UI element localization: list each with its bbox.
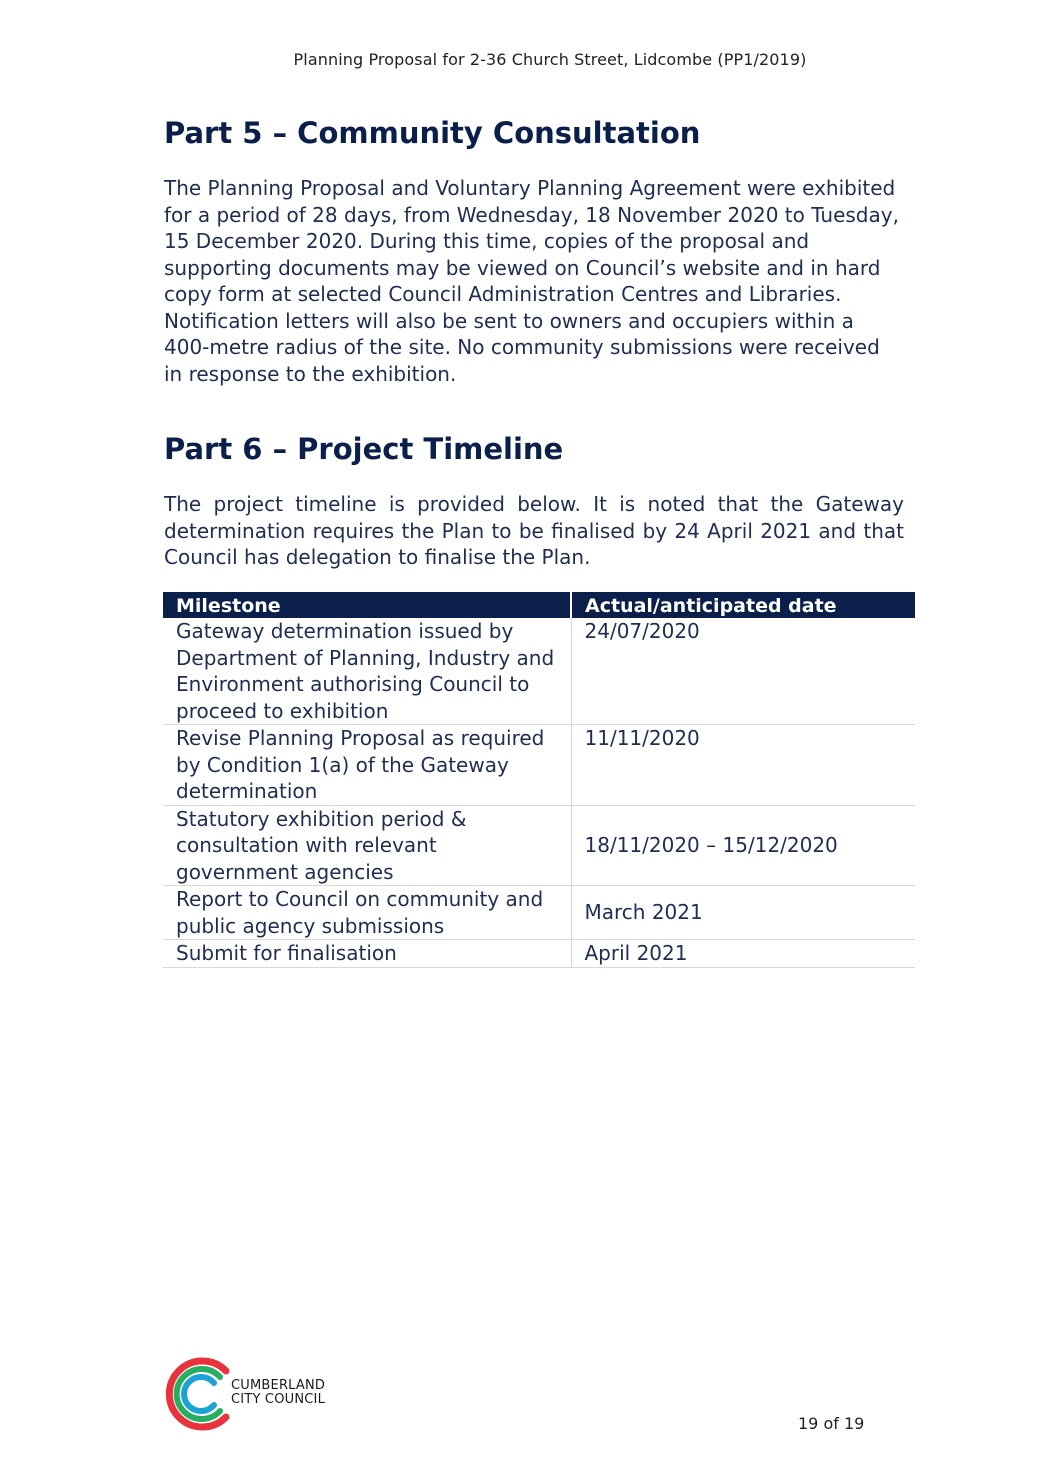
date-cell: 24/07/2020 [571,618,915,725]
cumberland-c-icon [162,1354,232,1434]
cumberland-logo [162,1354,362,1434]
table-row [163,618,915,725]
date-cell: 18/11/2020 – 15/12/2020 [571,805,915,886]
page-number: 19 of 19 [798,1414,865,1433]
logo-line-1: CUMBERLAND [231,1378,326,1393]
logo-text [231,1379,325,1407]
column-header-milestone: Milestone [163,592,571,618]
part5-heading: Part 5 – Community Consultation [164,116,701,150]
date-cell: March 2021 [571,886,915,940]
table-row [163,886,915,940]
running-header: Planning Proposal for 2-36 Church Street, Lidcombe (PP1/2019) [293,50,807,69]
milestone-cell: Report to Council on community and public agency submissions [163,886,571,940]
table-row [163,805,915,886]
milestone-cell: Statutory exhibition period & consultation with relevant government agencies [163,805,571,886]
part6-heading: Part 6 – Project Timeline [164,432,564,466]
milestone-cell: Submit for finalisation [163,940,571,968]
table-row [163,940,915,968]
date-cell: April 2021 [571,940,915,968]
milestone-cell: Gateway determination issued by Department of Planning, Industry and Environment authorising Council to proceed to exhibition [163,618,571,725]
timeline-paragraph: The project timeline is provided below. It is noted that the Gateway determination requires the Plan to be finalised by 24 April 2021 and that Council has delegation to finalise the Plan. [164,492,904,569]
timeline-table [163,592,915,968]
logo-line-2: CITY COUNCIL [231,1392,326,1407]
date-cell: 11/11/2020 [571,725,915,806]
table-header-row [163,592,915,618]
consultation-paragraph: The Planning Proposal and Voluntary Planning Agreement were exhibited for a period of 28 days, from Wednesday, 18 November 2020 to Tuesday, 15 December 2020. During this time, copies of the proposal and supporting documents may be viewed on Council’s website and in hard copy form at selected Council Administration Centres and Libraries. Notification letters will also be sent to owners and occupiers within a 400-metre radius of the site. No community submissions were received in response to the exhibition. [164,176,899,386]
milestone-cell: Revise Planning Proposal as required by Condition 1(a) of the Gateway determination [163,725,571,806]
column-header-date: Actual/anticipated date [571,592,915,618]
table-row [163,725,915,806]
